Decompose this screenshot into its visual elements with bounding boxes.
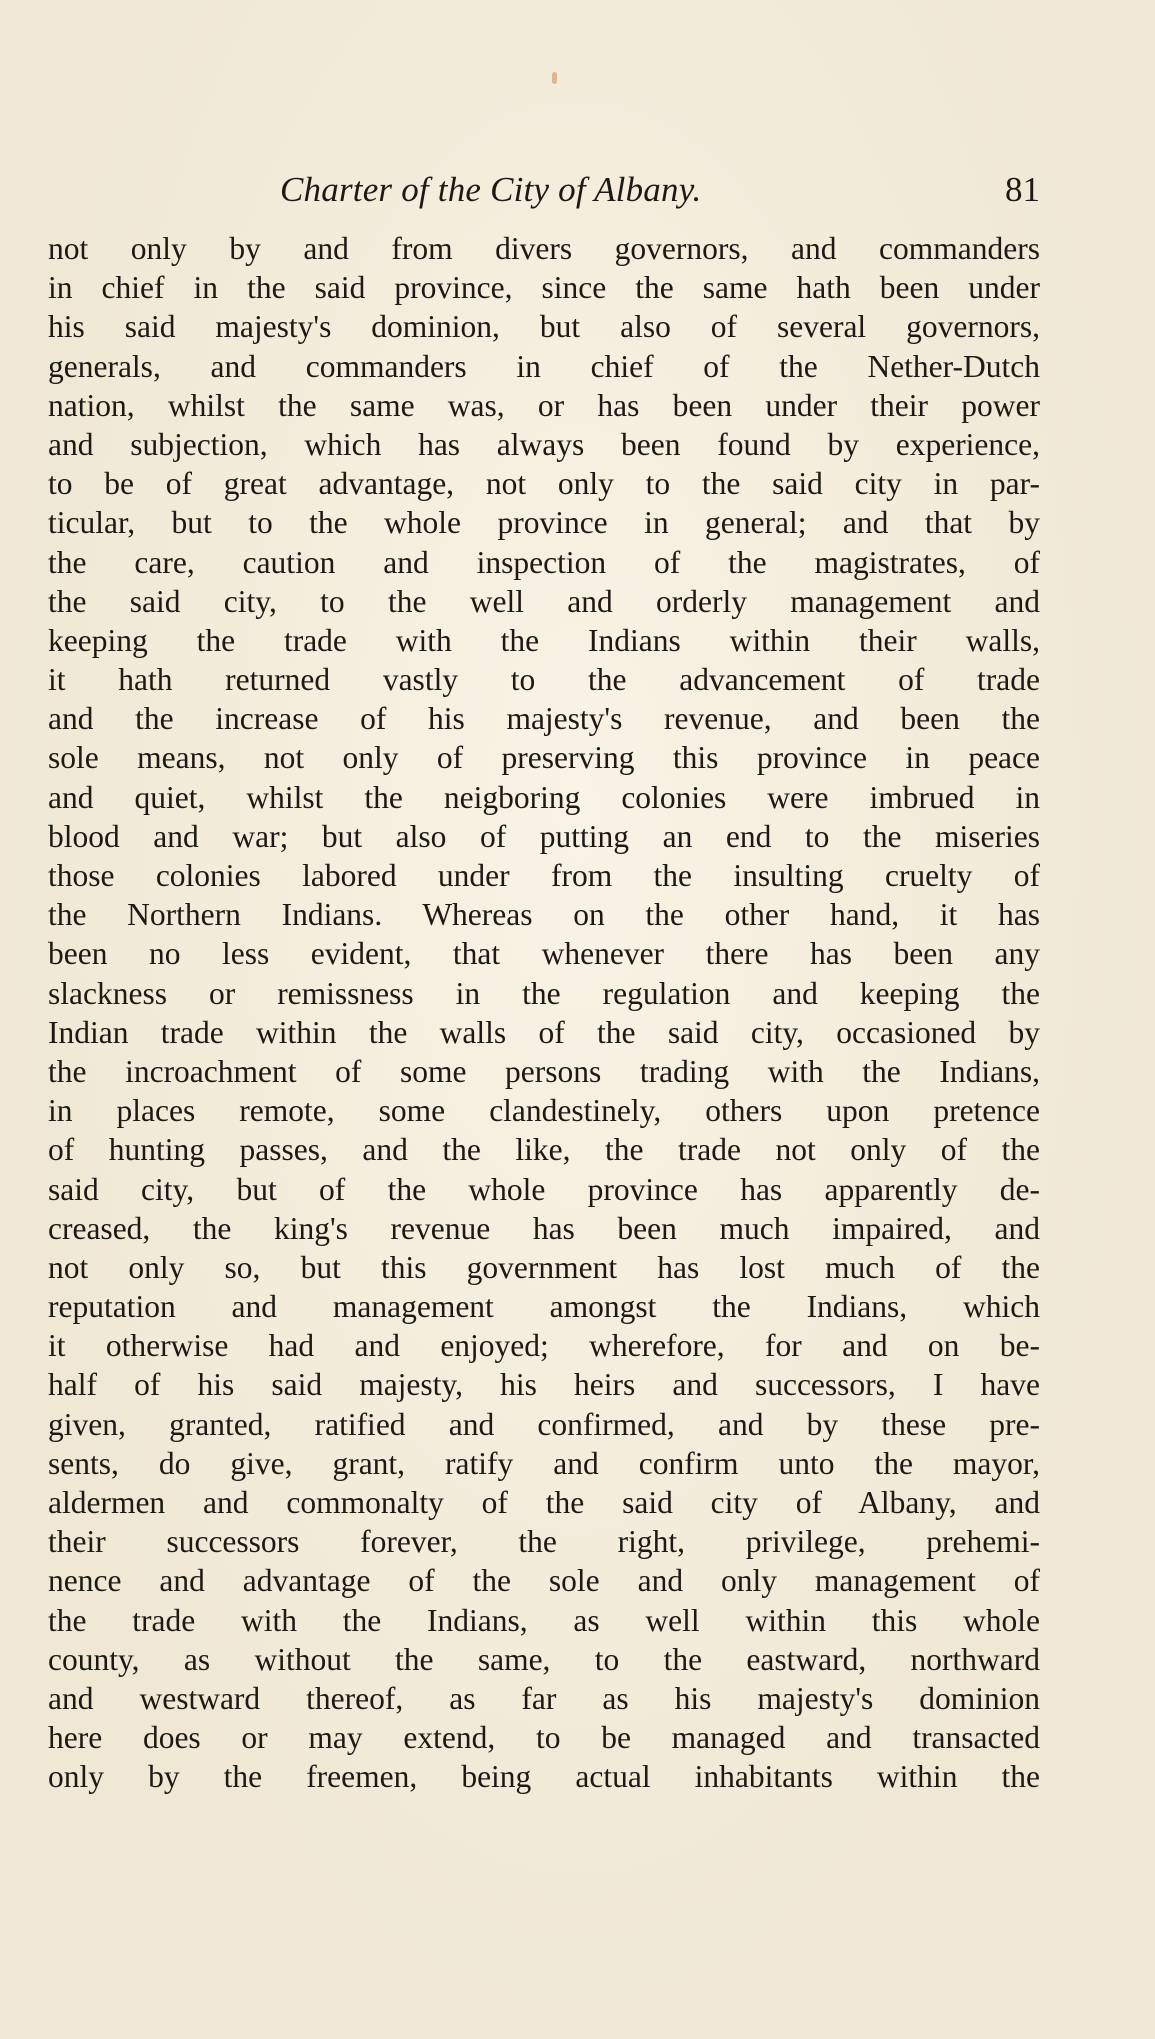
text-line: half of his said majesty, his heirs and successors, I have <box>48 1367 1040 1403</box>
text-line: the incroachment of some persons trading with the Indians, <box>48 1053 1040 1089</box>
text-line: the Northern Indians. Whereas on the other hand, it has <box>48 897 1040 933</box>
text-line: in places remote, some clandestinely, others upon pretence <box>48 1093 1040 1129</box>
text-line: their successors forever, the right, privilege, prehemi- <box>48 1524 1040 1560</box>
text-line: those colonies labored under from the insulting cruelty of <box>48 858 1040 893</box>
text-line: keeping the trade with the Indians within their walls, <box>48 622 1040 658</box>
text-line: generals, and commanders in chief of the Nether-Dutch <box>48 348 1040 384</box>
page-number: 81 <box>1005 170 1040 209</box>
text-line: it hath returned vastly to the advancement of trade <box>48 662 1040 698</box>
text-line: county, as without the same, to the eastward, northward <box>48 1641 1040 1677</box>
text-line: here does or may extend, to be managed and transacted <box>48 1720 1040 1756</box>
text-line: ticular, but to the whole province in general; and that by <box>48 505 1040 541</box>
text-line: sents, do give, grant, ratify and confirm unto the mayor, <box>48 1445 1040 1481</box>
text-line: not only so, but this government has lost much of the <box>48 1249 1040 1285</box>
text-line: only by the freemen, being actual inhabitants within the <box>48 1759 1040 1795</box>
text-line: to be of great advantage, not only to the said city in par- <box>48 466 1040 502</box>
text-line: sole means, not only of preserving this province in peace <box>48 740 1040 776</box>
text-line: and westward thereof, as far as his majesty's dominion <box>48 1680 1040 1716</box>
text-line: it otherwise had and enjoyed; wherefore, for and on be- <box>48 1328 1040 1364</box>
text-line: aldermen and commonalty of the said city of Albany, and <box>48 1485 1040 1520</box>
text-line: in chief in the said province, since the same hath been under <box>48 270 1040 306</box>
text-line: nation, whilst the same was, or has been under their power <box>48 387 1040 423</box>
text-line: reputation and management amongst the Indians, which <box>48 1289 1040 1325</box>
text-line: creased, the king's revenue has been much impaired, and <box>48 1210 1040 1246</box>
running-title: Charter of the City of Albany. <box>280 170 702 209</box>
text-line: of hunting passes, and the like, the trade not only of the <box>48 1132 1040 1168</box>
text-line: his said majesty's dominion, but also of several governors, <box>48 309 1040 345</box>
text-line: and subjection, which has always been found by experience, <box>48 426 1040 462</box>
text-line: the care, caution and inspection of the magistrates, of <box>48 544 1040 580</box>
text-line: given, granted, ratified and confirmed, and by these pre- <box>48 1406 1040 1442</box>
text-line: Indian trade within the walls of the said city, occasioned by <box>48 1014 1040 1050</box>
text-line: the trade with the Indians, as well within this whole <box>48 1602 1040 1638</box>
text-line: been no less evident, that whenever there has been any <box>48 936 1040 972</box>
body-text <box>48 229 1040 1797</box>
page-header <box>48 170 1040 220</box>
text-line: the said city, to the well and orderly management and <box>48 583 1040 619</box>
text-line: slackness or remissness in the regulation and keeping the <box>48 975 1040 1011</box>
paper-blemish <box>552 72 557 84</box>
text-line: said city, but of the whole province has apparently de- <box>48 1171 1040 1207</box>
text-line: blood and war; but also of putting an end to the miseries <box>48 818 1040 854</box>
text-line: and the increase of his majesty's revenue, and been the <box>48 701 1040 737</box>
text-line: and quiet, whilst the neigboring colonies were imbrued in <box>48 779 1040 815</box>
text-line: nence and advantage of the sole and only management of <box>48 1563 1040 1599</box>
text-line: not only by and from divers governors, and commanders <box>48 231 1040 266</box>
